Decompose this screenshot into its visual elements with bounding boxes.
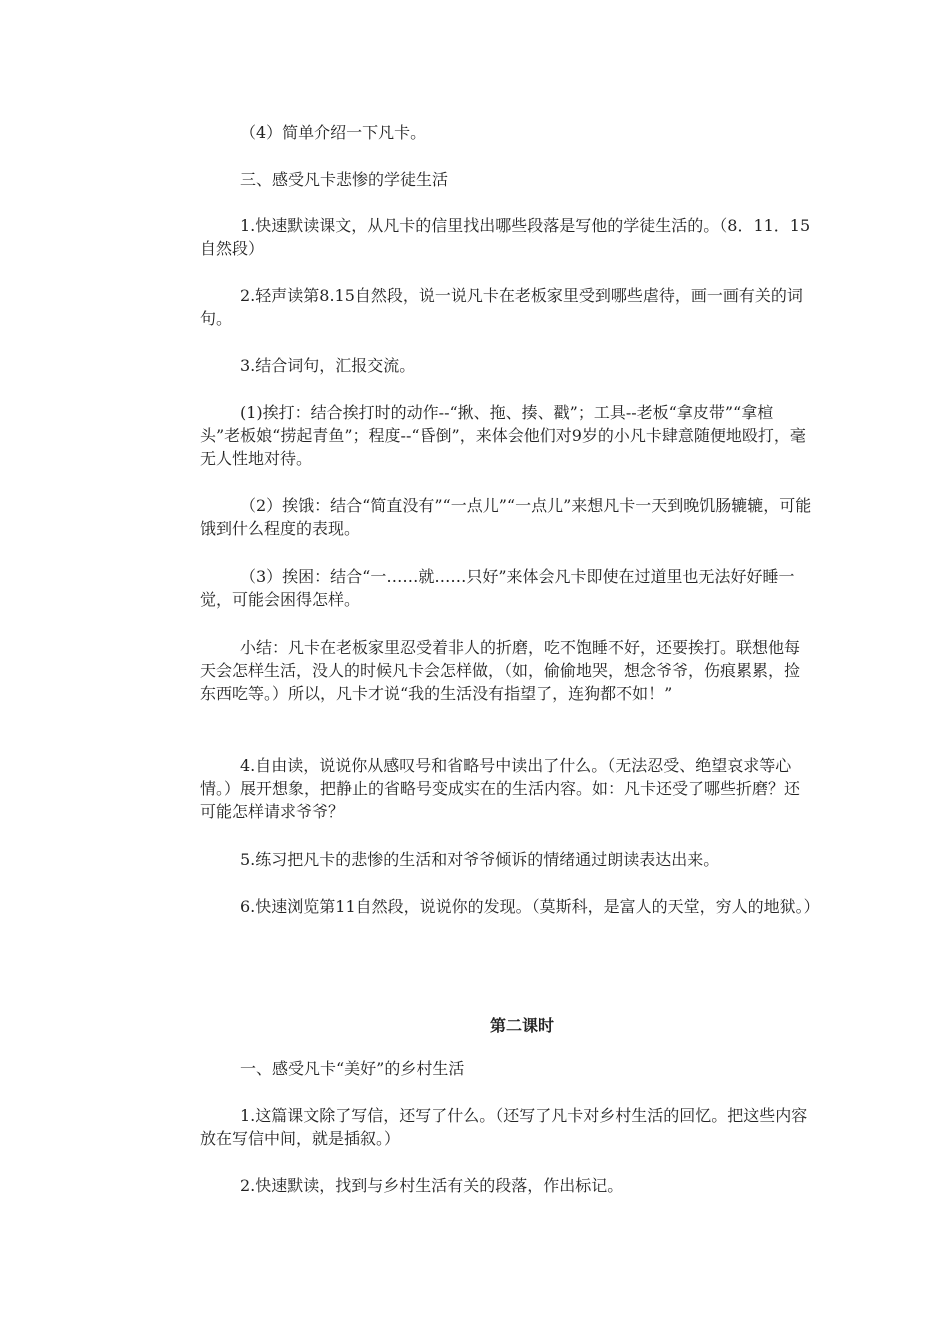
paragraph-2: 三、感受凡卡悲惨的学徒生活 bbox=[240, 170, 449, 189]
paragraph-11: 5.练习把凡卡的悲惨的生活和对爷爷倾诉的情绪通过朗读表达出来。 bbox=[240, 850, 720, 869]
section-title: 第二课时 bbox=[489, 1016, 554, 1035]
paragraph-10: 4.自由读，说说你从感叹号和省略号中读出了什么。（无法忍受、绝望哀求等心情。）展开想象，把静止的省略号变成实在的生活内容。如：凡卡还受了哪些折磨？还可能怎样请求爷爷？ bbox=[200, 756, 801, 821]
paragraph-14: 1.这篇课文除了写信，还写了什么。（还写了凡卡对乡村生活的回忆。把这些内容放在写信中间，就是插叙。） bbox=[200, 1106, 808, 1148]
paragraph-13: 一、感受凡卡“美好”的乡村生活 bbox=[240, 1059, 465, 1078]
paragraph-15: 2.快速默读，找到与乡村生活有关的段落，作出标记。 bbox=[240, 1176, 624, 1195]
paragraph-12: 6.快速浏览第11自然段，说说你的发现。（莫斯科，是富人的天堂，穷人的地狱。） bbox=[240, 897, 820, 916]
paragraph-4: 2.轻声读第8.15自然段，说一说凡卡在老板家里受到哪些虐待，画一画有关的词句。 bbox=[200, 286, 803, 328]
paragraph-1: （4）简单介绍一下凡卡。 bbox=[240, 123, 427, 142]
paragraph-6: (1)挨打：结合挨打时的动作--“揪、拖、揍、戳”；工具--老板“拿皮带”“拿楦头”老板娘“捞起青鱼”；程度--“昏倒”，来体会他们对9岁的小凡卡肆意随便地殴打，毫无人性地对待。 bbox=[200, 403, 806, 468]
paragraph-9: 小结：凡卡在老板家里忍受着非人的折磨，吃不饱睡不好，还要挨打。联想他每天会怎样生活，没人的时候凡卡会怎样做，（如，偷偷地哭，想念爷爷，伤痕累累，捡东西吃等。）所以，凡卡才说“我的生活没有指望了，连狗都不如！” bbox=[200, 638, 801, 703]
paragraph-8: （3）挨困：结合“一……就……只好”来体会凡卡即使在过道里也无法好好睡一觉，可能会困得怎样。 bbox=[200, 567, 795, 609]
paragraph-7: （2）挨饿：结合“简直没有”“一点儿”“一点儿”来想凡卡一天到晚饥肠辘辘，可能饿到什么程度的表现。 bbox=[200, 496, 812, 538]
paragraph-5: 3.结合词句，汇报交流。 bbox=[240, 356, 416, 375]
paragraph-3: 1.快速默读课文，从凡卡的信里找出哪些段落是写他的学徒生活的。（8．11．15自然段） bbox=[200, 216, 811, 258]
